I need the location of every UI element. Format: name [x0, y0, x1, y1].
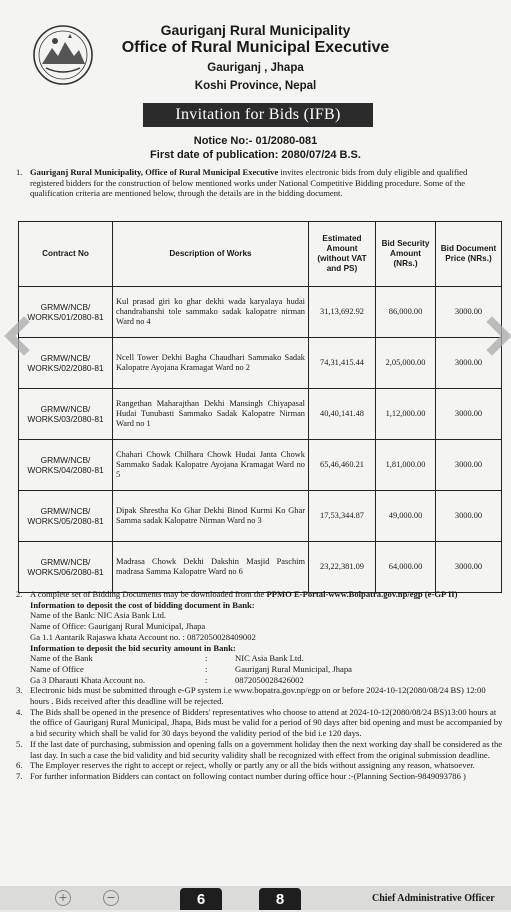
bids-table [18, 221, 502, 593]
signature-title: Chief Administrative Officer [372, 893, 495, 904]
clause-number: 2. [16, 589, 23, 599]
clause-number: 4. [16, 706, 23, 717]
clause-number: 6. [16, 760, 23, 771]
security-account-row [30, 675, 504, 686]
bank-name-line: Name of the Bank: NIC Asia Bank Ltd. [30, 610, 167, 621]
separator: : [205, 653, 208, 664]
notice-number: Notice No:- 01/2080-081 [193, 135, 318, 147]
notice-info [0, 134, 511, 162]
deposit-cost-title: Information to deposit the cost of bidding document in Bank: [30, 599, 255, 610]
contract-no: GRMW/NCB/ WORKS/05/2080-81 [19, 491, 113, 542]
estimated-amount: 74,31,415.44 [309, 338, 376, 389]
work-description: Ncell Tower Dekhi Bagha Chaudhari Sammako Sadak Kalopatre Ayojana Kramagat Ward no 2 [113, 338, 309, 389]
work-description: Madrasa Chowk Dekhi Dakshin Masjid Paschim madrasa Samma Kalopatre Ward no 6 [113, 542, 309, 593]
estimated-amount: 31,13,692.92 [309, 287, 376, 338]
intro-text: invites electronic bids from duly eligible and qualified registered bidders for the construction of below mentioned works under National Competitive Bidding procedure. Some of the qualification criteria are mentioned below, through the details are in the bidding document. [30, 167, 468, 198]
table-row [19, 389, 502, 440]
document-price: 3000.00 [436, 440, 502, 491]
clause-2 [16, 589, 504, 685]
table-header-row [19, 222, 502, 287]
table-row [19, 287, 502, 338]
contract-no: GRMW/NCB/ WORKS/04/2080-81 [19, 440, 113, 491]
account-line: Ga 1.1 Aantarik Rajaswa khata Account no. : 0872050028409002 [30, 631, 256, 642]
sec-bank-value: NIC Asia Bank Ltd. [235, 653, 304, 664]
estimated-amount: 65,46,460.21 [309, 440, 376, 491]
page-button-next[interactable]: 8 [259, 888, 301, 910]
bid-security: 2,05,000.00 [376, 338, 436, 389]
bid-security: 1,81,000.00 [376, 440, 436, 491]
clause-text: The Bids shall be opened in the presence of Bidders' representatives who choose to attend at 2024-10-12(2080/08/24 BS)13:00 hours at the office of Gauriganj Rural Municipal, Jhapa, Bids must be valid for a period of 90 days after bid opening and must be accompanied by a bid security which shall be valid for 30 days beyond the validity period of the bid i.e 120 days. [30, 706, 503, 739]
contract-no: GRMW/NCB/ WORKS/02/2080-81 [19, 338, 113, 389]
clause-7 [16, 770, 504, 782]
document-price: 3000.00 [436, 491, 502, 542]
intro-paragraph [16, 167, 500, 199]
table-row [19, 440, 502, 491]
col-header-security: Bid Security Amount (NRs.) [376, 222, 436, 287]
estimated-amount: 17,53,344.87 [309, 491, 376, 542]
office-name: Office of Rural Municipal Executive [121, 39, 390, 56]
estimated-amount: 23,22,381.09 [309, 542, 376, 593]
table-row [19, 542, 502, 593]
separator: : [205, 674, 208, 685]
intro-bold: Gauriganj Rural Municipality, Office of Rural Municipal Executive [30, 167, 279, 177]
col-header-description: Description of Works [113, 222, 309, 287]
table-row [19, 338, 502, 389]
clause-5 [16, 738, 504, 760]
sec-office-label: Name of Office [30, 663, 84, 674]
clause-4 [16, 706, 504, 739]
clause-text: For further information Bidders can contact on following contact number during office hour :-(Planning Section-9849093786 ) [30, 770, 466, 781]
clause-6 [16, 760, 504, 771]
clause-3 [16, 685, 504, 707]
clause-number: 7. [16, 770, 23, 781]
bid-security: 64,000.00 [376, 542, 436, 593]
bid-security: 86,000.00 [376, 287, 436, 338]
separator: : [205, 663, 208, 674]
office-location: Gauriganj , Jhapa [207, 62, 304, 74]
bid-security: 1,12,000.00 [376, 389, 436, 440]
contract-no: GRMW/NCB/ WORKS/01/2080-81 [19, 287, 113, 338]
contract-no: GRMW/NCB/ WORKS/06/2080-81 [19, 542, 113, 593]
clause-text: A complete set of Bidding Documents may be downloaded from the [30, 589, 267, 599]
clause-number: 5. [16, 738, 23, 749]
estimated-amount: 40,40,141.48 [309, 389, 376, 440]
security-bank-row [30, 653, 504, 664]
clause-text: Electronic bids must be submitted through e-GP system i.e www.bopatra.gov.np/egp on or before 2024-10-12(2080/08/24 BS) 12:00 hours . Bids received after this deadline will be rejected. [30, 685, 486, 707]
page-toolbar [0, 886, 511, 910]
publication-date: First date of publication: 2080/07/24 B.S. [150, 149, 361, 161]
deposit-security-title: Information to deposit the bid security amount in Bank: [30, 642, 236, 653]
contract-no: GRMW/NCB/ WORKS/03/2080-81 [19, 389, 113, 440]
document-price: 3000.00 [436, 542, 502, 593]
work-description: Kul prasad giri ko ghar dekhi wada karyalaya hudai chandrabanshi tole sammako sadak kalopatre nirman Ward no 4 [113, 287, 309, 338]
col-header-estimated: Estimated Amount (without VAT and PS) [309, 222, 376, 287]
clause-text: The Employer reserves the right to accept or reject, wholly or partly any or all the bids without assigning any reason, whatsoever. [30, 760, 475, 771]
page-button-prev[interactable]: 6 [180, 888, 222, 910]
sec-account-value: 0872050028426002 [235, 674, 304, 685]
sec-office-value: Gauriganj Rural Municipal, Jhapa [235, 663, 352, 674]
document-price: 3000.00 [436, 287, 502, 338]
clause-number: 3. [16, 685, 23, 696]
work-description: Dipak Shrestha Ko Ghar Dekhi Binod Kurmi Ko Ghar Samma sadak Kalopatre Nirman Ward no 3 [113, 491, 309, 542]
ifb-banner: Invitation for Bids (IFB) [143, 103, 373, 127]
municipality-name: Gauriganj Rural Municipality [160, 22, 351, 38]
notice-clauses [16, 589, 504, 782]
security-office-row [30, 664, 504, 675]
work-description: Rangethan Maharajthan Dekhi Mansingh Chiyapasal Hudai Tunubasti Sammako Sadak Kalopatre Nirman Ward no 1 [113, 389, 309, 440]
sec-account-label: Ga 3 Dharauti Khata Account no. [30, 674, 146, 685]
bid-security: 49,000.00 [376, 491, 436, 542]
col-header-price: Bid Document Price (NRs.) [436, 222, 502, 287]
province-name: Koshi Province, Nepal [194, 80, 317, 92]
document-price: 3000.00 [436, 338, 502, 389]
zoom-in-icon[interactable]: + [55, 890, 71, 906]
clause-number: 1. [16, 167, 23, 177]
zoom-out-icon[interactable]: − [103, 890, 119, 906]
document-price: 3000.00 [436, 389, 502, 440]
egp-portal-link[interactable]: PPMO E-Portal-www.Bolpatra.gov.np/egp (e-GP II) [266, 589, 458, 599]
work-description: Chahari Chowk Chilhara Chowk Hudai Janta Chowk Sammako Sadak Kalopatre Ayojana Kramagat Ward no 5 [113, 440, 309, 491]
col-header-contract: Contract No [19, 222, 113, 287]
table-row [19, 491, 502, 542]
sec-bank-label: Name of the Bank [30, 653, 93, 664]
clause-text: If the last date of purchasing, submission and opening falls on a government holiday then the next working day shall be considered as the last day. In such a case the bid validity and bid security validity shall be recognized with effect from the original submission deadline. [30, 738, 503, 760]
office-line: Name of Office: Gauriganj Rural Municipal, Jhapa [30, 621, 206, 632]
